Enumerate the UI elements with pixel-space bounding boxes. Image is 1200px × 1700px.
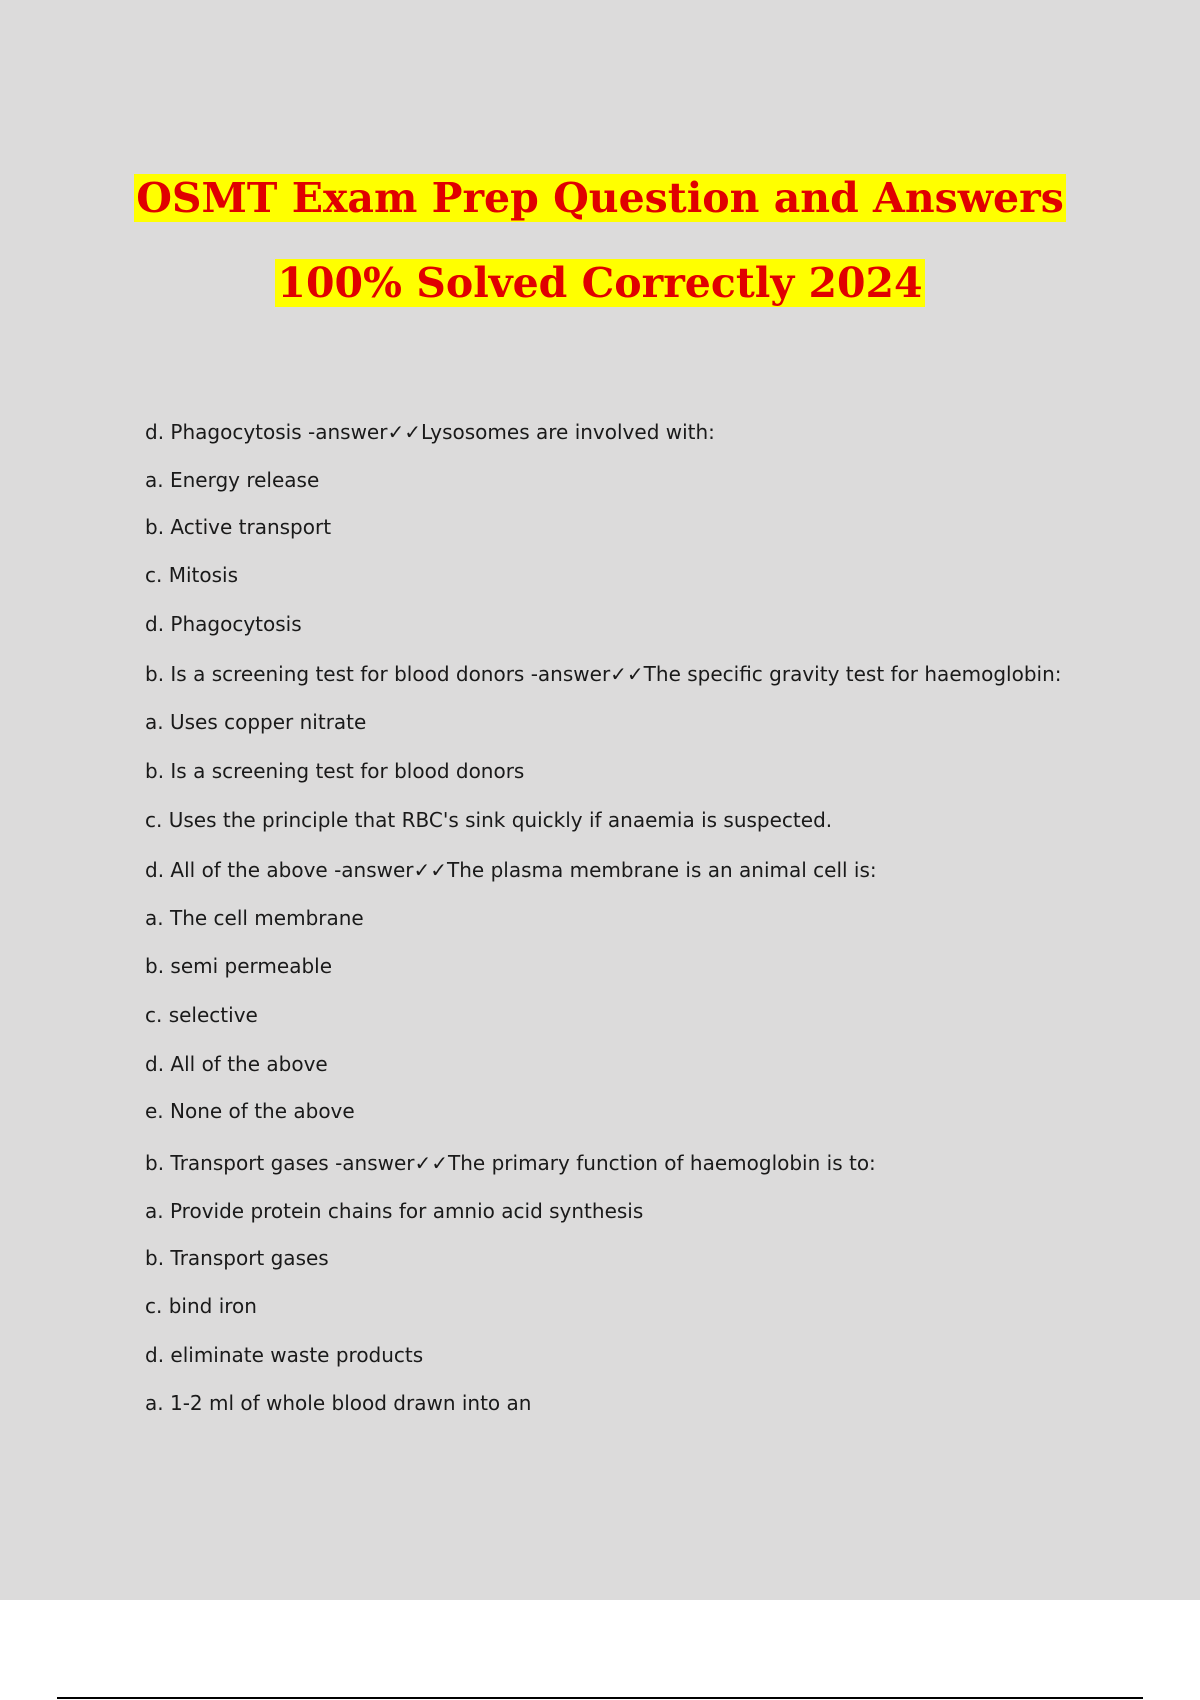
- text-line: e. None of the above: [145, 1099, 355, 1123]
- title-highlight-1: OSMT Exam Prep Question and Answers: [136, 174, 1064, 222]
- text-line: a. Provide protein chains for amnio acid synthesis: [145, 1199, 644, 1223]
- text-line: b. Transport gases: [145, 1246, 329, 1270]
- text-line: d. All of the above -answer✓✓The plasma membrane is an animal cell is:: [145, 858, 877, 882]
- text-line: b. semi permeable: [145, 954, 333, 978]
- document-title-line-2: [0, 255, 1200, 311]
- text-line: a. 1-2 ml of whole blood drawn into an: [145, 1391, 532, 1415]
- footer-divider: [57, 1697, 1143, 1699]
- text-line: b. Is a screening test for blood donors: [145, 759, 525, 783]
- text-line: b. Transport gases -answer✓✓The primary function of haemoglobin is to:: [145, 1151, 876, 1175]
- text-line: a. The cell membrane: [145, 906, 364, 930]
- document-title-line-1: [0, 170, 1200, 226]
- text-line: d. eliminate waste products: [145, 1343, 424, 1367]
- text-line: d. All of the above: [145, 1052, 328, 1076]
- text-line: c. Uses the principle that RBC's sink quickly if anaemia is suspected.: [145, 808, 833, 832]
- text-line: a. Energy release: [145, 468, 320, 492]
- text-line: d. Phagocytosis -answer✓✓Lysosomes are involved with:: [145, 420, 715, 444]
- text-line: c. bind iron: [145, 1294, 257, 1318]
- title-highlight-2: 100% Solved Correctly 2024: [277, 259, 923, 307]
- text-line: b. Is a screening test for blood donors -answer✓✓The specific gravity test for haemoglobin:: [145, 662, 1062, 686]
- text-line: c. selective: [145, 1003, 258, 1027]
- text-line: c. Mitosis: [145, 563, 238, 587]
- text-line: a. Uses copper nitrate: [145, 710, 367, 734]
- text-line: b. Active transport: [145, 515, 332, 539]
- text-line: d. Phagocytosis: [145, 612, 302, 636]
